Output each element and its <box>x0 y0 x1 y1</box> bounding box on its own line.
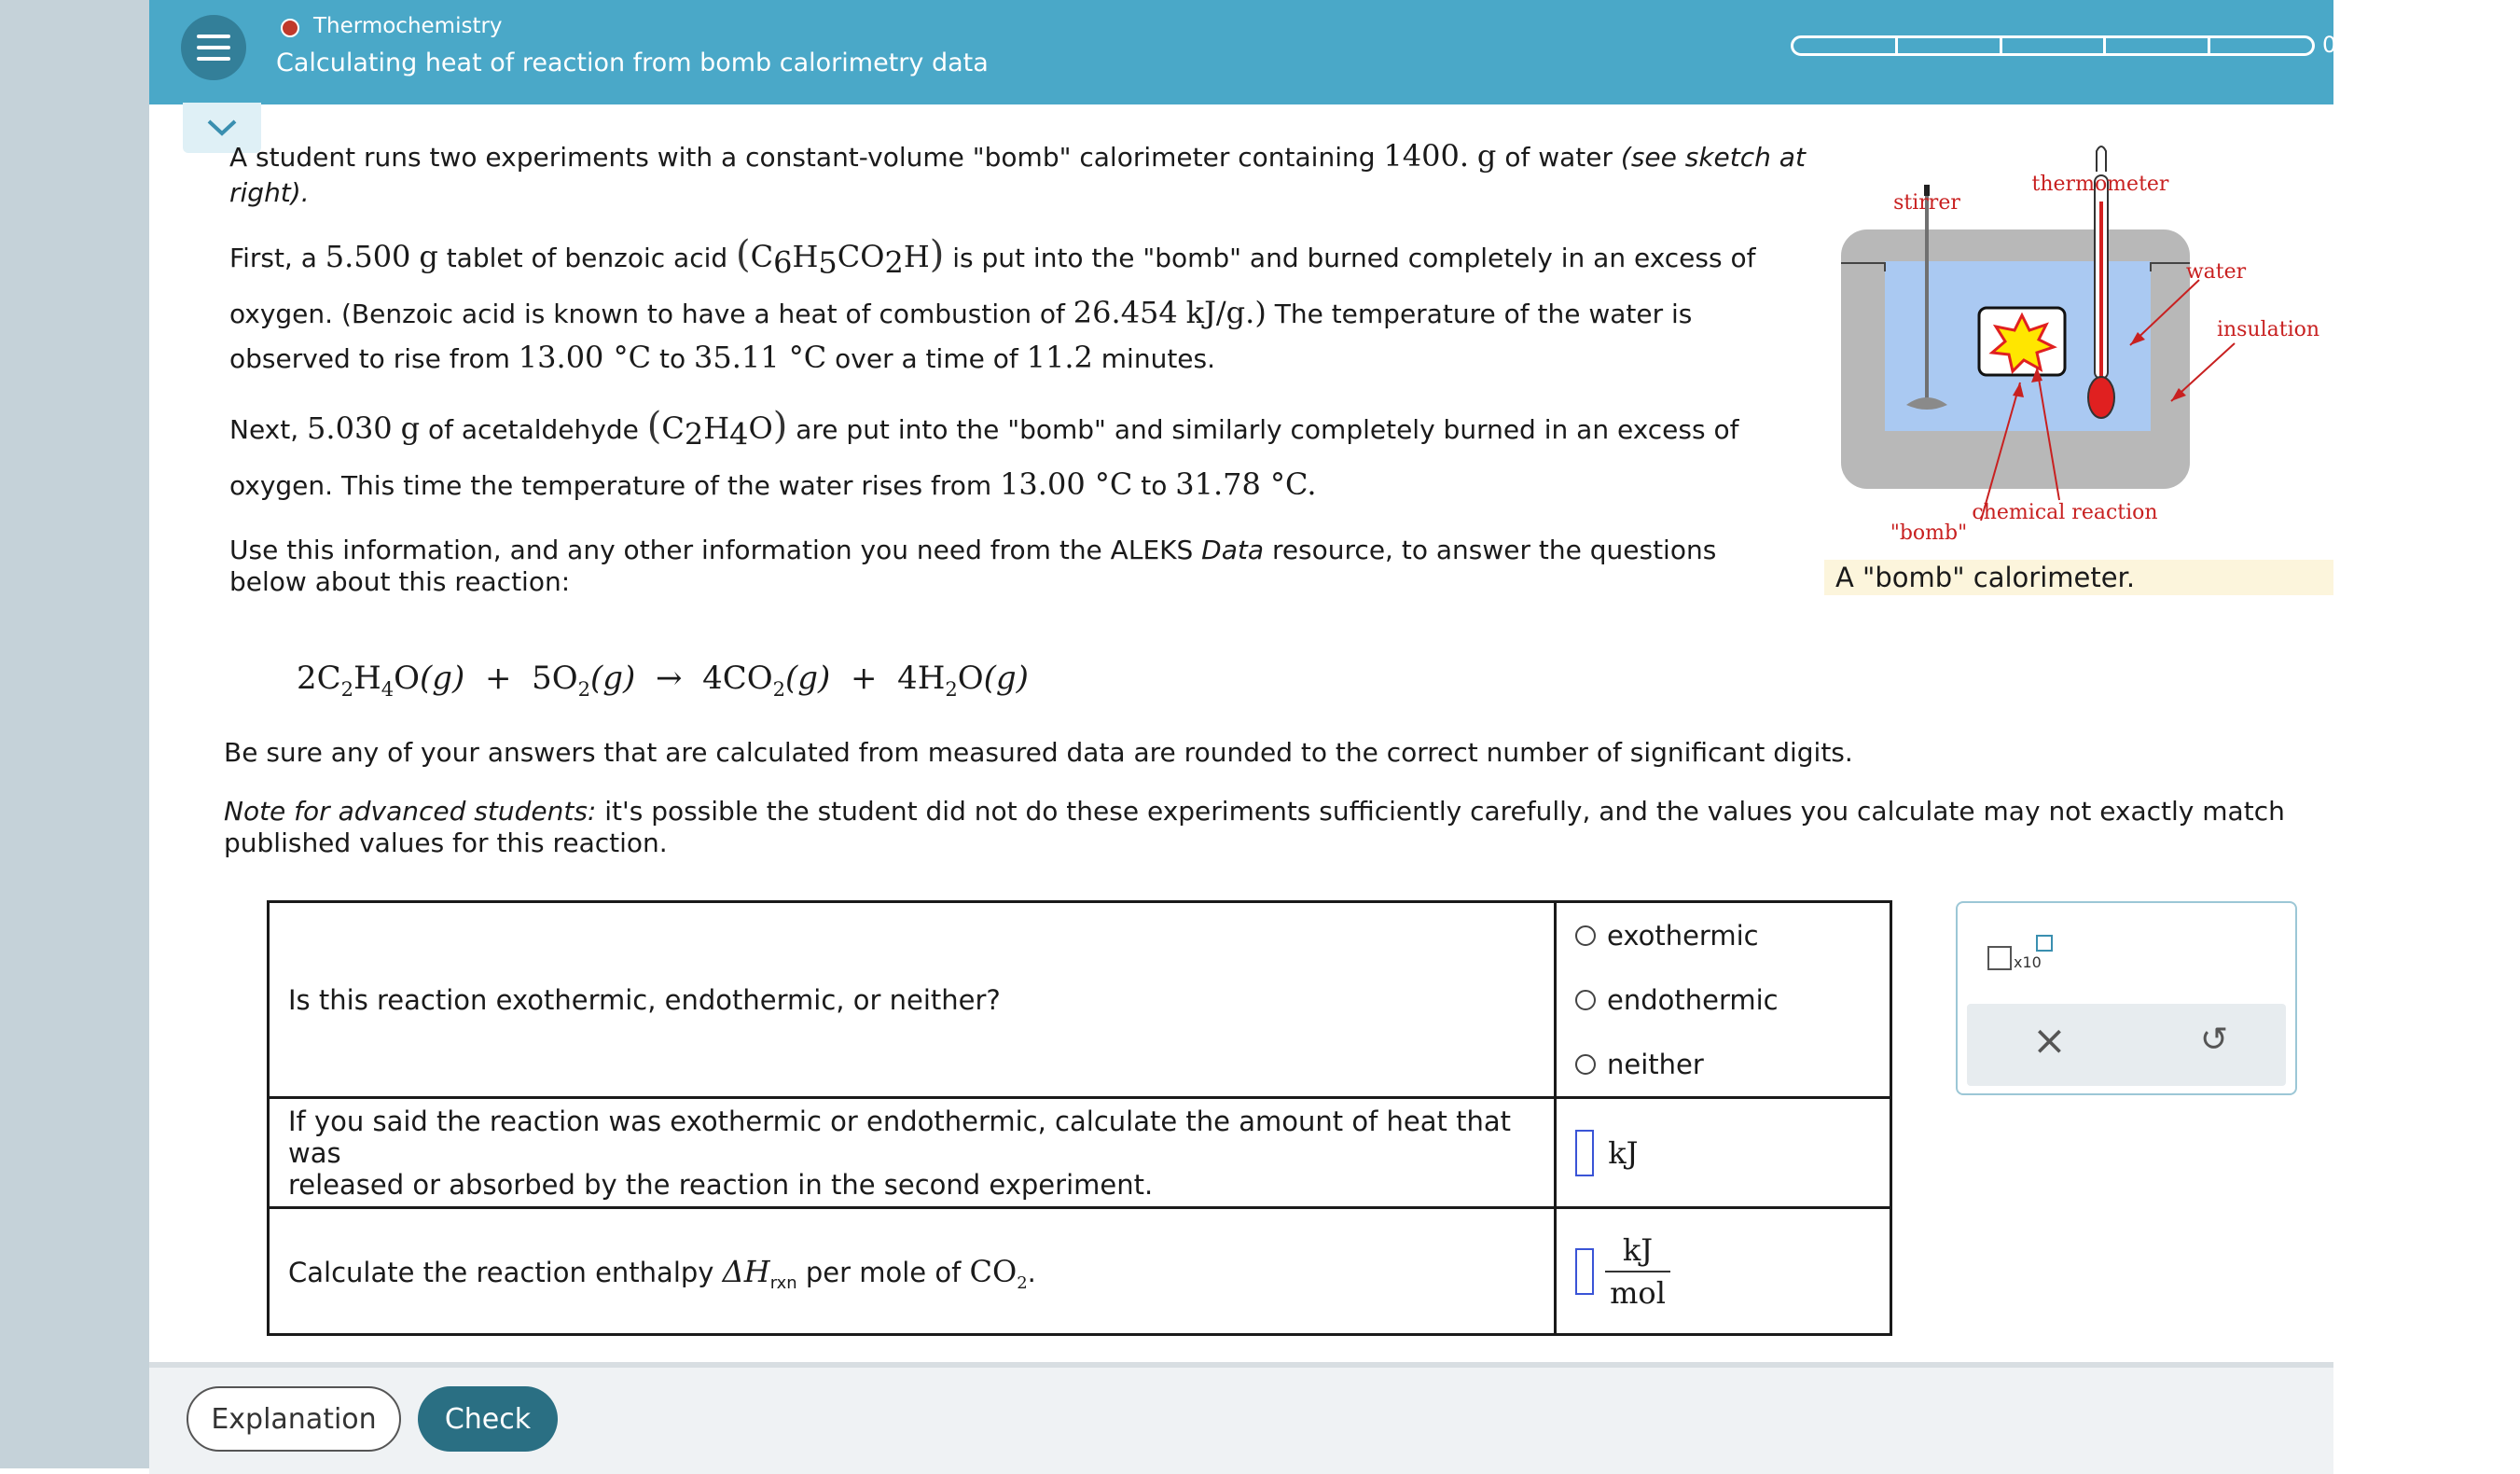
topic-status-icon <box>281 19 299 37</box>
menu-icon-line <box>197 46 230 49</box>
unit-denominator: mol <box>1610 1274 1666 1311</box>
equation-part: O <box>394 660 421 697</box>
equation-sub: 2 <box>577 676 591 701</box>
radio-button[interactable] <box>1575 925 1596 946</box>
label-insulation: insulation <box>2216 318 2320 341</box>
question-3-part: . <box>1027 1256 1036 1288</box>
problem-text: to <box>658 343 686 374</box>
formula-part: O <box>748 410 773 446</box>
problem-text: are put into the "bomb" and similarly completely burned in an excess of <box>796 414 1739 445</box>
problem-line-5 <box>229 341 1215 375</box>
question-2-text <box>269 1098 1556 1208</box>
problem-line-6 <box>229 405 1739 452</box>
heat-unit: kJ <box>1608 1134 1639 1171</box>
formula-sub: 4 <box>729 416 749 452</box>
equation-coefficient: 5 <box>532 660 552 697</box>
question-2-line: If you said the reaction was exothermic or endothermic, calculate the amount of heat that was <box>288 1105 1511 1169</box>
problem-text: Use this information, and any other information you need from the ALEKS <box>229 535 1194 565</box>
diagram-caption-box <box>1824 560 2333 595</box>
progress-segment <box>2208 35 2315 56</box>
problem-text: is put into the "bomb" and burned completely in an excess of <box>952 243 1756 273</box>
temp-final-1: 35.11 °C <box>693 340 827 375</box>
topic-label: Thermochemistry <box>313 14 503 38</box>
equation-part: O <box>551 660 578 697</box>
formula-part: H <box>792 239 819 274</box>
problem-line-9 <box>229 566 570 598</box>
option-endothermic[interactable] <box>1575 967 1871 1032</box>
note-text: it's possible the student did not do these experiments sufficiently carefully, and the values you calculate may not exactly match <box>604 796 2285 827</box>
radio-button[interactable] <box>1575 1054 1596 1075</box>
explanation-button[interactable]: Explanation <box>187 1386 401 1452</box>
rxn-subscript: rxn <box>769 1272 797 1293</box>
problem-text: resource, to answer the questions <box>1271 535 1717 565</box>
chemical-equation <box>297 653 1029 703</box>
formula-sub: 2 <box>684 416 704 452</box>
equation-coefficient: 4 <box>702 660 723 697</box>
equation-part: CO <box>722 660 773 697</box>
water-mass-unit: g <box>1476 138 1497 174</box>
equation-part: C <box>316 660 341 697</box>
co2-formula: CO <box>969 1253 1018 1289</box>
label-thermometer: thermometer <box>2031 173 2169 196</box>
problem-text: tablet of benzoic acid <box>446 243 728 273</box>
equation-phase: (g) <box>983 660 1029 697</box>
label-stirrer: stirrer <box>1893 191 1960 215</box>
answer-3-cell <box>1556 1208 1891 1335</box>
progress-count: 0/5 <box>2322 32 2359 58</box>
problem-text: of water <box>1504 142 1613 173</box>
delta-h-symbol: ΔH <box>722 1253 770 1289</box>
equation-phase: (g) <box>785 660 831 697</box>
answer-1-cell <box>1556 902 1891 1098</box>
chevron-down-icon <box>206 118 238 138</box>
math-tool-panel <box>1956 901 2297 1095</box>
problem-text: A student runs two experiments with a constant-volume "bomb" calorimeter containing <box>229 142 1376 173</box>
problem-text: to <box>1141 470 1168 501</box>
diagram-caption: A "bomb" calorimeter. <box>1835 562 2136 593</box>
question-row <box>269 1098 1891 1208</box>
x10-exponent-box[interactable] <box>2036 935 2053 952</box>
problem-text: over a time of <box>835 343 1018 374</box>
option-label: neither <box>1607 1048 1704 1080</box>
temp-initial-2: 13.00 °C <box>1000 466 1133 502</box>
label-chemical-reaction: chemical reaction <box>1972 501 2158 524</box>
enthalpy-answer-input[interactable] <box>1575 1248 1594 1295</box>
problem-line-3 <box>229 233 1756 281</box>
question-3-part: Calculate the reaction enthalpy <box>288 1256 714 1288</box>
menu-button[interactable] <box>181 15 246 80</box>
problem-text: of acetaldehyde <box>427 414 639 445</box>
bomb-calorimeter-diagram <box>1824 138 2333 558</box>
acetaldehyde-formula: $(C_2H_4O)$ <box>646 405 788 452</box>
label-bomb: "bomb" <box>1890 521 1968 545</box>
problem-text: (see sketch at <box>1620 142 1806 173</box>
problem-line-8 <box>229 535 1716 566</box>
problem-line-4 <box>229 297 1692 330</box>
problem-text: oxygen. (Benzoic acid is known to have a heat of combustion of <box>229 299 1065 329</box>
note-line-1 <box>224 796 2285 827</box>
progress-segment <box>1791 35 1898 56</box>
formula-part: H <box>903 239 930 274</box>
lesson-title: Calculating heat of reaction from bomb calorimetry data <box>276 49 989 77</box>
left-rail <box>0 0 149 1468</box>
question-table <box>267 900 1892 1336</box>
menu-icon-line <box>197 57 230 61</box>
problem-text: below about this reaction: <box>229 566 571 597</box>
option-exothermic[interactable] <box>1575 903 1871 967</box>
data-resource-link[interactable]: Data <box>1201 535 1265 565</box>
equation-sub: 4 <box>381 676 395 701</box>
menu-icon-line <box>197 35 230 38</box>
temp-initial-1: 13.00 °C <box>518 340 652 375</box>
equation-plus: + <box>484 660 512 697</box>
heat-answer-input[interactable] <box>1575 1130 1594 1176</box>
heat-of-combustion-value: 26.454 <box>1073 295 1178 330</box>
equation-phase: (g) <box>590 660 636 697</box>
option-label: endothermic <box>1607 983 1779 1016</box>
problem-text: Next, <box>229 414 299 445</box>
formula-part: H <box>703 410 730 446</box>
header-bar <box>149 0 2359 104</box>
problem-text: minutes. <box>1101 343 1216 374</box>
benzoic-mass-value: 5.500 <box>325 239 411 274</box>
thermometer-bulb <box>2088 377 2114 418</box>
formula-part: C <box>750 239 774 274</box>
acetaldehyde-mass-value: 5.030 <box>307 410 393 446</box>
option-label: exothermic <box>1607 919 1759 952</box>
formula-sub: 2 <box>884 244 904 281</box>
problem-text: The temperature of the water is <box>1274 299 1693 329</box>
problem-text: observed to rise from <box>229 343 510 374</box>
enthalpy-unit <box>1605 1230 1670 1314</box>
question-3-part: per mole of <box>805 1256 962 1288</box>
x10-button[interactable]: x10 <box>2014 953 2042 971</box>
corner-widget[interactable] <box>2477 19 2520 82</box>
note-label: Note for advanced students: <box>224 796 597 827</box>
problem-text: First, a <box>229 243 317 273</box>
problem-line-1 <box>229 140 1806 174</box>
radio-button[interactable] <box>1575 990 1596 1010</box>
equation-coefficient: 2 <box>297 660 317 697</box>
benzoic-mass-unit: g <box>419 239 438 274</box>
equation-phase: (g) <box>420 660 465 697</box>
answer-2-cell <box>1556 1098 1891 1208</box>
question-1-text: Is this reaction exothermic, endothermic, or neither? <box>269 902 1556 1098</box>
heat-of-combustion-unit: kJ/g.) <box>1185 295 1267 330</box>
temp-final-2: 31.78 °C. <box>1175 466 1317 502</box>
x10-base-box[interactable] <box>1987 946 2012 970</box>
tool-actions-bar <box>1967 1004 2286 1086</box>
question-row <box>269 1208 1891 1335</box>
progress-segment <box>1895 35 2002 56</box>
equation-sub: 2 <box>772 676 786 701</box>
note-line-2: published values for this reaction. <box>224 827 668 858</box>
check-button[interactable]: Check <box>418 1386 558 1452</box>
undo-icon[interactable]: ↺ <box>2200 1021 2229 1059</box>
co2-sub: 2 <box>1017 1272 1028 1293</box>
formula-sub: 6 <box>773 244 793 281</box>
equation-part: H <box>353 660 381 697</box>
progress-segment <box>2000 35 2107 56</box>
problem-line-2 <box>229 177 310 209</box>
question-3-text <box>269 1208 1556 1335</box>
option-neither[interactable] <box>1575 1032 1871 1096</box>
clear-icon[interactable]: × <box>2032 1017 2067 1064</box>
question-row <box>269 902 1891 1098</box>
problem-line-7 <box>229 468 1317 502</box>
benzoic-formula: $(C_6H_5CO_2H)$ <box>736 233 945 281</box>
equation-plus: + <box>850 660 878 697</box>
equation-part: O <box>957 660 984 697</box>
question-2-line: released or absorbed by the reaction in the second experiment. <box>288 1168 1154 1201</box>
formula-part: CO <box>837 239 885 274</box>
water-mass-value: 1400. <box>1383 138 1470 174</box>
label-water: water <box>2185 260 2247 284</box>
problem-text: right). <box>229 177 310 208</box>
thermometer-mercury <box>2099 202 2103 388</box>
unit-numerator: kJ <box>1622 1231 1654 1268</box>
acetaldehyde-mass-unit: g <box>400 410 421 446</box>
formula-part: C <box>661 410 685 446</box>
sigfig-instruction: Be sure any of your answers that are calculated from measured data are rounded to the correct number of significant digits. <box>224 737 1853 768</box>
progress-bar <box>1791 35 2315 56</box>
progress-segment <box>2103 35 2210 56</box>
formula-sub: 5 <box>818 244 838 281</box>
thermometer-top <box>2097 146 2106 172</box>
problem-text: oxygen. This time the temperature of the water rises from <box>229 470 992 501</box>
equation-coefficient: 4 <box>897 660 918 697</box>
equation-sub: 2 <box>945 676 958 701</box>
equation-sub: 2 <box>340 676 354 701</box>
time-value: 11.2 <box>1026 340 1093 375</box>
reaction-arrow: → <box>655 660 683 697</box>
equation-part: H <box>917 660 946 697</box>
